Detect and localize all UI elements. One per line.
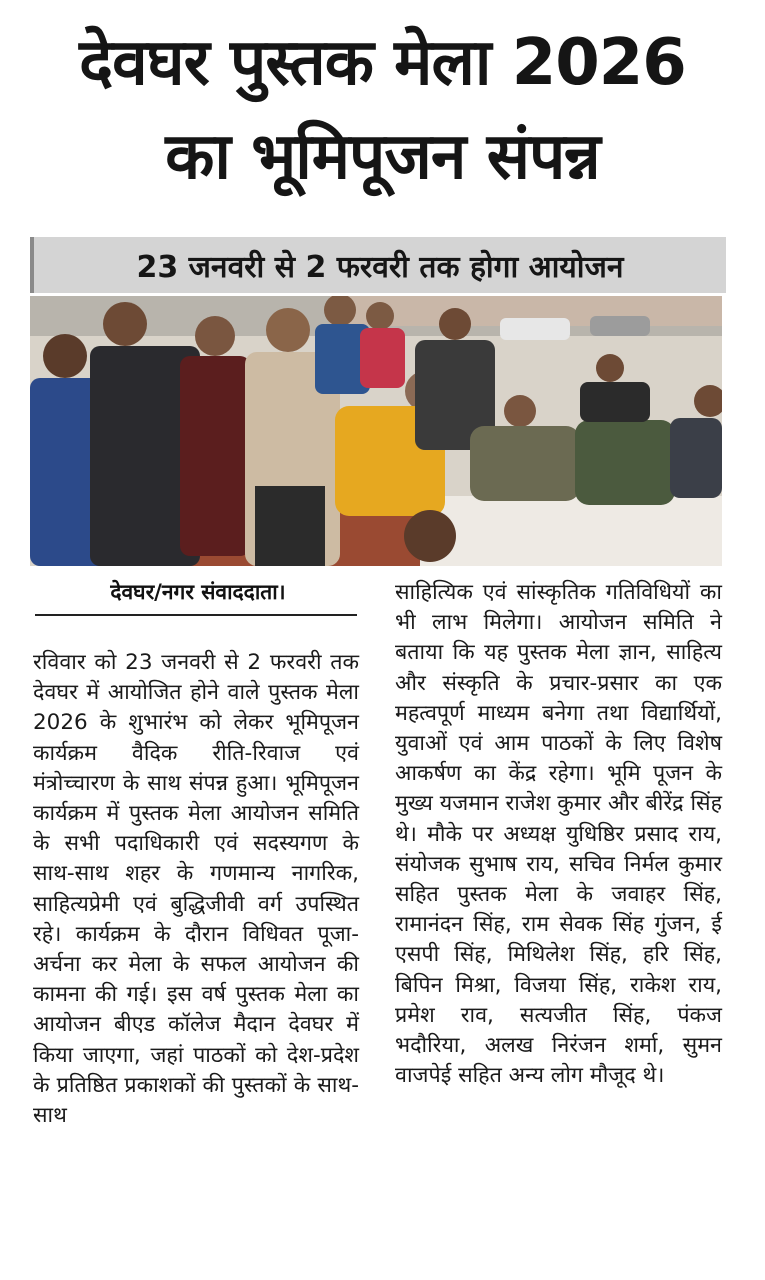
headline-line-2: का भूमिपूजन संपन्न [165, 120, 600, 194]
article-column-left [33, 648, 359, 1131]
headline [0, 18, 765, 202]
photo-illustration [30, 296, 722, 566]
article-paragraph-right: साहित्यिक एवं सांस्कृतिक गतिविधियों का भी लाभ मिलेगा। आयोजन समिति ने बताया कि यह पुस्तक मेला ज्ञान, साहित्य और संस्कृति के प्रचार-प्रसार का एक महत्वपूर्ण माध्यम बनेगा तथा विद्यार्थियों, युवाओं एवं आम पाठकों के लिए विशेष आकर्षण का केंद्र रहेगा। भूमि पूजन के मुख्य यजमान राजेश कुमार और बीरेंद्र सिंह थे। मौके पर अध्यक्ष युधिष्ठिर प्रसाद राय, संयोजक सुभाष राय, सचिव निर्मल कुमार सहित पुस्तक मेला के जवाहर सिंह, रामानंदन सिंह, राम सेवक सिंह गुंजन, ई एसपी सिंह, मिथिलेश सिंह, हरि सिंह, बिपिन मिश्रा, विजया सिंह, राकेश राय, प्रमेश राव, सत्यजीत सिंह, पंकज भदौरिया, अलख निरंजन शर्मा, सुमन वाजपेई सहित अन्य लोग मौजूद थे। [395, 580, 722, 1089]
article-column-right [395, 578, 722, 1091]
news-photo [30, 296, 722, 566]
byline-divider [35, 614, 357, 616]
subheadline: 23 जनवरी से 2 फरवरी तक होगा आयोजन [30, 237, 726, 293]
byline: देवघर/नगर संवाददाता। [110, 580, 286, 604]
headline-line-1: देवघर पुस्तक मेला 2026 [79, 26, 686, 100]
article-paragraph-left: रविवार को 23 जनवरी से 2 फरवरी तक देवघर में आयोजित होने वाले पुस्तक मेला 2026 के शुभारंभ को लेकर भूमिपूजन कार्यक्रम वैदिक रीति-रिवाज एवं मंत्रोच्चारण के साथ संपन्न हुआ। भूमिपूजन कार्यक्रम में पुस्तक मेला आयोजन समिति के सभी पदाधिकारी एवं सदस्यगण के साथ-साथ शहर के गणमान्य नागरिक, साहित्यप्रेमी एवं बुद्धिजीवी वर्ग उपस्थित रहे। कार्यक्रम के दौरान विधिवत पूजा-अर्चना कर मेला के सफल आयोजन की कामना की गई। इस वर्ष पुस्तक मेला का आयोजन बीएड कॉलेज मैदान देवघर में किया जाएगा, जहां पाठकों को देश-प्रदेश के प्रतिष्ठित प्रकाशकों की पुस्तकों के साथ-साथ [33, 650, 359, 1129]
